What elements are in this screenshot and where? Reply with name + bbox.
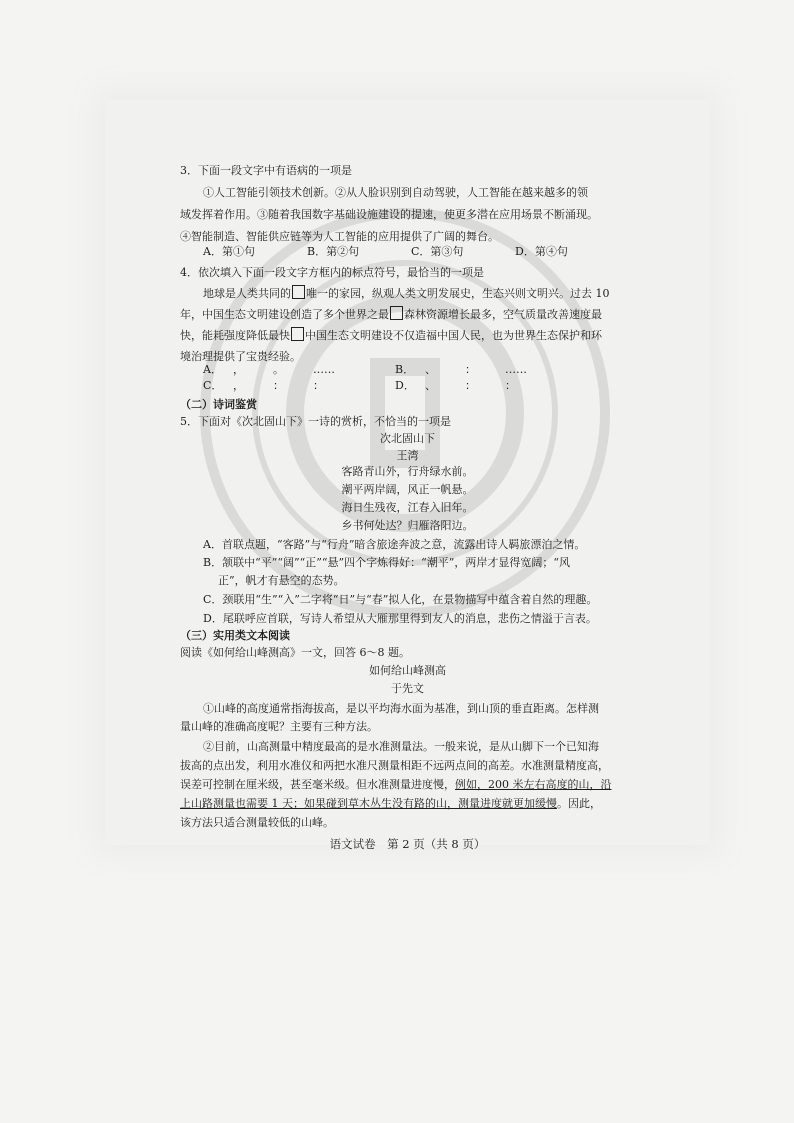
q3-para-line: 域发挥着作用。③随着我国数字基础设施建设的提速，使更多潜在应用场景不断涌现。 xyxy=(180,208,598,221)
q3-option-d: D．第④句 xyxy=(515,245,568,258)
article-para-line: ①山峰的高度通常指海拔高，是以平均海水面为基准，到山顶的垂直距离。怎样测 xyxy=(203,702,599,715)
q4-para-line: 快，能耗强度降低最快 中国生态文明建设不仅造福中国人民，也为世界生态保护和环 xyxy=(180,329,602,342)
q3-para-line: ④智能制造、智能供应链等为人工智能的应用提供了广阔的舞台。 xyxy=(180,230,499,243)
q4-para-line: 境治理提供了宝贵经验。 xyxy=(180,350,301,363)
q4-para-line: 年，中国生态文明建设创造了多个世界之最 森林资源增长最多，空气质量改善速度最 xyxy=(180,308,602,321)
blank-box xyxy=(292,285,305,299)
q5-option-d: D．尾联呼应首联，写诗人希望从大雁那里得到友人的消息，悲伤之情溢于言表。 xyxy=(203,612,597,625)
q5-option-c: C．颈联用“生”“入”二字将“日”与“春”拟人化，在景物描写中蕴含着自然的理趣。 xyxy=(203,593,598,606)
q4-para-line: 地球是人类共同的 唯一的家园，纵观人类文明发展史，生态兴则文明兴。过去 10 xyxy=(203,287,610,300)
q4-option-a: A． ， 。 …… xyxy=(203,363,335,376)
article-para-line: 上山路测量也需要 1 天；如果碰到草木丛生没有路的山，测量进度就更加缓慢。因此， xyxy=(180,797,601,810)
q4-option-c: C． ， ： ： xyxy=(203,379,324,392)
reading-intro: 阅读《如何给山峰测高》一文，回答 6～8 题。 xyxy=(180,646,410,659)
poem-line: 潮平两岸阔，风正一帆悬。 xyxy=(341,483,474,496)
poem-line: 海日生残夜，江春入旧年。 xyxy=(341,501,474,514)
article-title: 如何给山峰测高 xyxy=(369,664,446,677)
q3-option-a: A．第①句 xyxy=(203,245,255,258)
section-heading-reading: （三）实用类文本阅读 xyxy=(180,629,290,642)
q3-options xyxy=(203,242,568,262)
q5-option-b-cont: 正”，帆才有悬空的态势。 xyxy=(218,574,345,587)
q4-option-b: B． 、 ： …… xyxy=(395,363,527,376)
poem-line: 客路青山外，行舟绿水前。 xyxy=(341,465,474,478)
article-para-line: 拔高的点出发，利用水准仪和两把水准尺测量相距不远两点间的高差。水准测量精度高， xyxy=(180,759,609,772)
poem-author: 王湾 xyxy=(396,449,419,462)
poem-line: 乡书何处达？归雁洛阳边。 xyxy=(341,519,474,532)
q3-para-line: ①人工智能引领技术创新。②从人脸识别到自动驾驶，人工智能在越来越多的领 xyxy=(203,186,588,199)
article-para-line: 该方法只适合测量较低的山峰。 xyxy=(180,816,334,829)
q5-stem: 5．下面对《次北固山下》一诗的赏析，不恰当的一项是 xyxy=(180,415,451,428)
q3-stem: 3．下面一段文字中有语病的一项是 xyxy=(180,164,352,177)
q3-option-c: C．第③句 xyxy=(411,245,464,258)
q4-stem: 4．依次填入下面一段文字方框内的标点符号，最恰当的一项是 xyxy=(180,266,484,279)
section-heading-poetry: （二）诗词鉴赏 xyxy=(180,398,257,411)
blank-box xyxy=(291,327,304,341)
poem-title: 次北固山下 xyxy=(380,432,435,445)
blank-box xyxy=(390,306,403,320)
article-para-line: 误差可控制在厘米级，甚至毫米级。但水准测量进度慢，例如，200 米左右高度的山，沿 xyxy=(180,778,612,791)
page-footer: 语文试卷 第 2 页（共 8 页） xyxy=(329,837,486,851)
article-author: 于先文 xyxy=(391,682,424,695)
q4-option-d: D． 、 ： ： xyxy=(395,379,516,392)
q3-option-b: B．第②句 xyxy=(307,245,360,258)
q5-option-a: A．首联点题，“客路”与“行舟”暗含旅途奔波之意，流露出诗人羁旅漂泊之情。 xyxy=(203,538,586,551)
article-para-line: 量山峰的准确高度呢？主要有三种方法。 xyxy=(180,720,378,733)
q5-option-b: B．颔联中“平”“阔”“正”“悬”四个字炼得好：“潮平”，两岸才显得宽阔；“风 xyxy=(203,556,570,569)
article-para-line: ②目前，山高测量中精度最高的是水准测量法。一般来说，是从山脚下一个已知海 xyxy=(203,740,599,753)
